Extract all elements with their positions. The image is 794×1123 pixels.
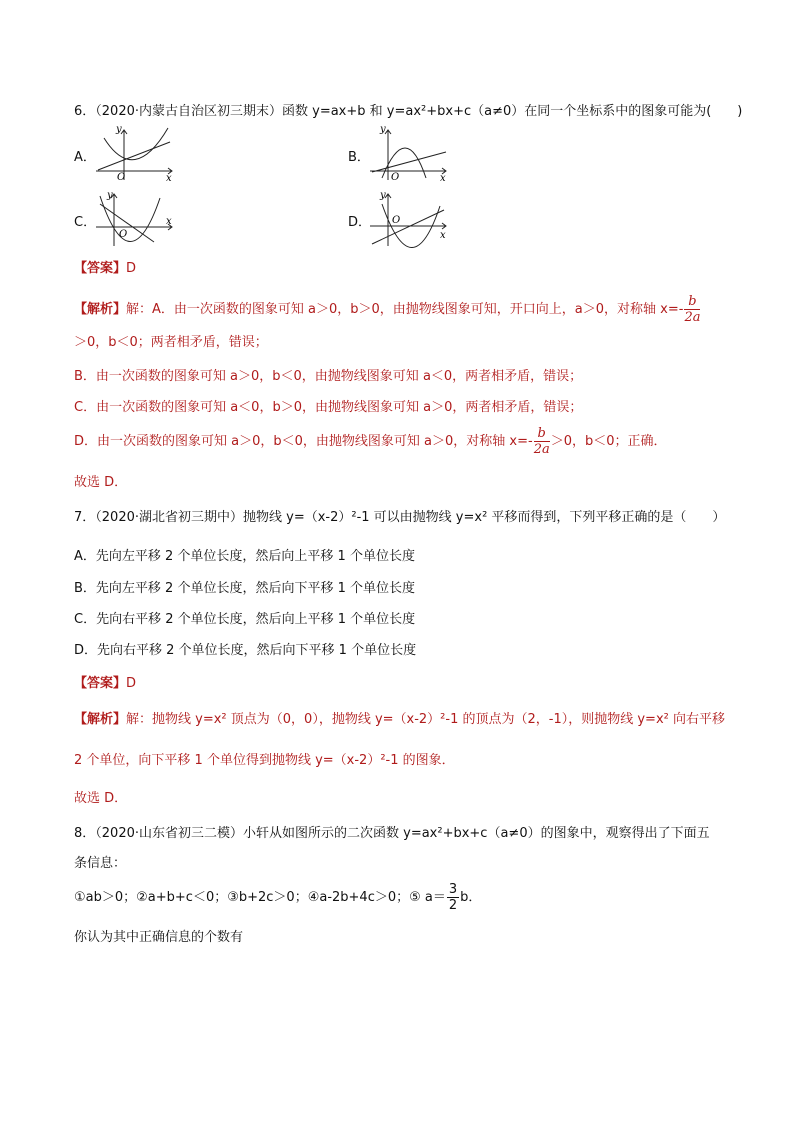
q7-analysis-line2: 2 个单位，向下平移 1 个单位得到抛物线 y=（x-2）²-1 的图象．: [74, 753, 455, 768]
q8-stem-line2: 条信息：: [74, 856, 127, 871]
q6-graph-d: [368, 190, 450, 248]
q6-analysis-line1: [74, 292, 701, 328]
q6-graph-a: [94, 124, 176, 182]
q6-graph-c-origin: O: [119, 229, 128, 240]
q7-answer: [74, 675, 136, 693]
q7-option-d: D．先向右平移 2 个单位长度，然后向下平移 1 个单位长度: [74, 643, 417, 658]
q6-analysis-fraction1: [684, 294, 700, 325]
q7-answer-tag: 【答案】: [74, 676, 127, 691]
q6-graph-b: [368, 124, 450, 182]
q7-option-a: A．先向左平移 2 个单位长度，然后向上平移 1 个单位长度: [74, 549, 415, 564]
q6-option-a-label: A．: [74, 150, 96, 165]
q6-graph-c: [94, 190, 176, 248]
q6-answer-value: D: [126, 261, 137, 276]
q6-analysis-tag: 【解析】: [74, 302, 127, 317]
q6-answer: [74, 260, 136, 278]
q6-graph-d-x-label: x: [440, 230, 446, 241]
q6-stem: 6．（2020·内蒙古自治区初三期末）函数 y=ax+b 和 y=ax²+bx+c（a≠0）在同一个坐标系中的图象可能为( ): [74, 104, 743, 119]
q8-facts-fraction: [447, 882, 459, 913]
q6-analysis-c: C．由一次函数的图象可知 a＜0，b＞0，由抛物线图象可知 a＞0，两者相矛盾，错误；: [74, 400, 583, 415]
q6-analysis-fraction1-num: b: [684, 294, 700, 310]
q6-option-c-label: C．: [74, 215, 97, 230]
q6-option-b-label: B．: [348, 150, 370, 165]
q8-facts-fraction-num: 3: [448, 882, 458, 897]
q6-option-d-label: D．: [348, 215, 372, 230]
q8-facts-post: b．: [460, 890, 482, 905]
q6-graph-b-x-label: x: [440, 173, 446, 182]
q7-answer-value: D: [126, 676, 137, 691]
q6-graph-b-origin: O: [391, 172, 400, 182]
q6-analysis-d-pre: D．由一次函数的图象可知 a＞0，b＜0，由抛物线图象可知 a＞0，对称轴 x=-: [74, 434, 533, 449]
q6-analysis-d-post: ＞0，b＜0；正确．: [550, 434, 667, 449]
q8-question: 你认为其中正确信息的个数有: [74, 930, 244, 945]
q7-analysis-line1: [74, 711, 725, 729]
q7-option-c: C．先向右平移 2 个单位长度，然后向上平移 1 个单位长度: [74, 612, 416, 627]
q6-graph-b-y-label: y: [380, 124, 386, 135]
q7-analysis-text1: 解：抛物线 y=x² 顶点为（0，0），抛物线 y=（x-2）²-1 的顶点为（2，-1），则抛物线 y=x² 向右平移: [126, 712, 725, 727]
q6-graph-a-y-label: y: [116, 124, 122, 135]
q6-graph-c-y-label: y: [107, 190, 113, 201]
q6-graph-a-origin: O: [117, 172, 126, 182]
q6-analysis-line2: ＞0，b＜0；两者相矛盾，错误；: [74, 335, 268, 350]
q6-analysis-fraction2-num: b: [534, 426, 550, 442]
q6-analysis-fraction1-den: 2a: [684, 310, 701, 325]
q7-analysis-tag: 【解析】: [74, 712, 127, 727]
q7-stem: 7．（2020·湖北省初三期中）抛物线 y=（x-2）²-1 可以由抛物线 y=x² 平移而得到，下列平移正确的是（ ）: [74, 510, 726, 525]
q6-conclusion: 故选 D．: [74, 475, 128, 490]
q6-analysis-text1: 解：A．由一次函数的图象可知 a＞0，b＞0，由抛物线图象可知，开口向上，a＞0，对称轴 x=-: [126, 302, 684, 317]
q6-graph-d-y-label: y: [380, 190, 386, 201]
q6-answer-tag: 【答案】: [74, 261, 127, 276]
q8-facts-pre: ①ab＞0；②a+b+c＜0；③b+2c＞0；④a-2b+4c＞0；⑤ a＝: [74, 890, 446, 905]
q6-analysis-fraction2-den: 2a: [533, 442, 550, 457]
q7-option-b: B．先向左平移 2 个单位长度，然后向下平移 1 个单位长度: [74, 581, 415, 596]
q6-analysis-d: [74, 424, 667, 460]
q8-stem-line1: 8．（2020·山东省初三二模）小轩从如图所示的二次函数 y=ax²+bx+c（a≠0）的图象中，观察得出了下面五: [74, 826, 710, 841]
q7-conclusion: 故选 D．: [74, 791, 128, 806]
q6-graph-d-origin: O: [392, 215, 401, 226]
q6-analysis-b: B．由一次函数的图象可知 a＞0，b＜0，由抛物线图象可知 a＜0，两者相矛盾，错误；: [74, 369, 583, 384]
q6-graph-c-x-label: x: [166, 216, 172, 227]
q8-facts-fraction-den: 2: [448, 898, 458, 913]
q6-graph-a-x-label: x: [166, 173, 172, 182]
q6-analysis-fraction2: [534, 426, 550, 457]
q8-facts: [74, 880, 481, 916]
